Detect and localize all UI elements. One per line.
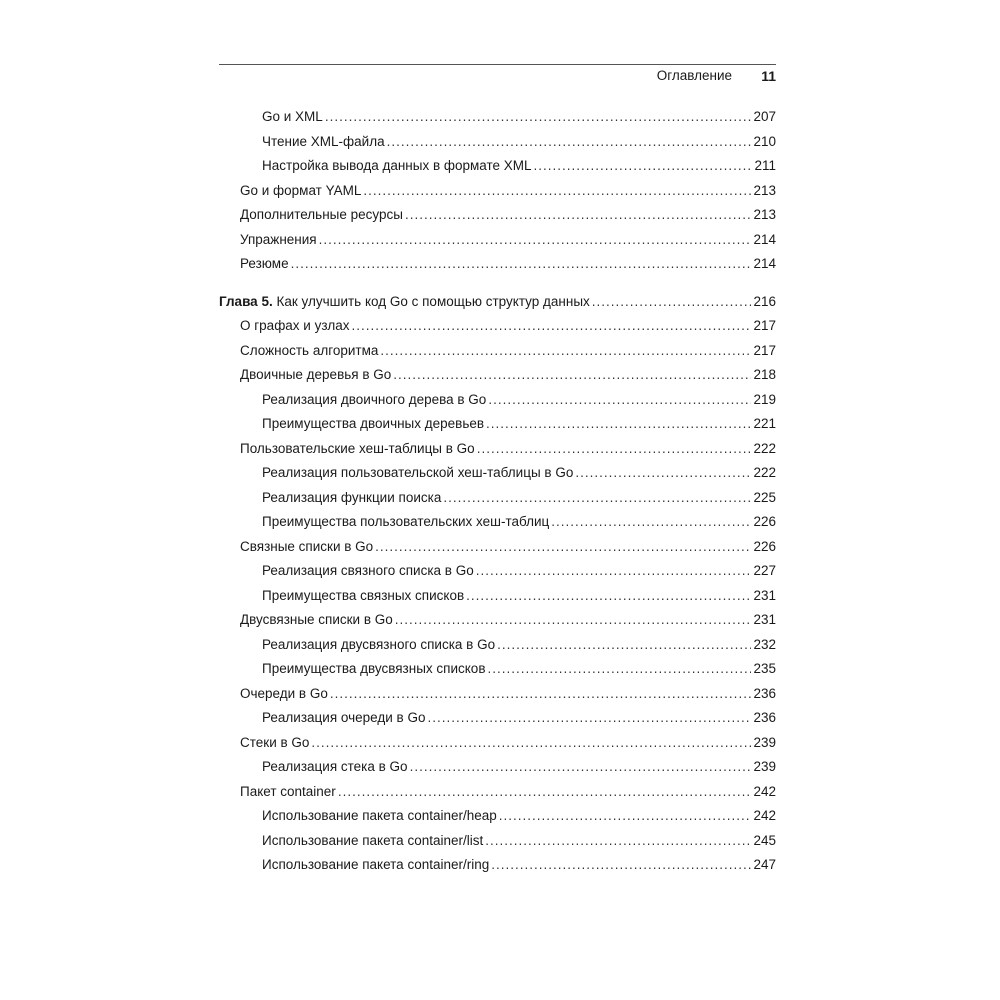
toc-page-number: 239 bbox=[753, 734, 776, 750]
toc-entry bbox=[219, 563, 776, 588]
chapter-prefix: Глава 5. bbox=[219, 293, 273, 309]
toc-entry-title bbox=[262, 490, 441, 505]
toc-page-number: 214 bbox=[753, 256, 776, 271]
toc-entry-title bbox=[262, 808, 497, 823]
toc-page-number: 207 bbox=[753, 109, 776, 124]
dot-leader bbox=[311, 735, 751, 750]
toc-page-number: 231 bbox=[753, 587, 776, 603]
toc-page-number: 222 bbox=[753, 440, 776, 456]
toc-entry-title bbox=[219, 294, 590, 309]
page-number: 11 bbox=[761, 68, 776, 84]
dot-leader bbox=[338, 784, 752, 799]
toc-page-number: 247 bbox=[753, 857, 776, 872]
toc-entry bbox=[219, 857, 776, 882]
dot-leader bbox=[387, 134, 752, 149]
dot-leader bbox=[491, 857, 751, 872]
toc-entry bbox=[219, 514, 776, 539]
toc-entry-text: Использование пакета container/heap bbox=[262, 808, 497, 823]
toc-entry-title bbox=[262, 588, 464, 603]
toc-entry-title bbox=[262, 109, 323, 124]
toc-page-number: 211 bbox=[754, 158, 776, 173]
toc-entry-title bbox=[262, 710, 425, 725]
toc-entry-title bbox=[240, 784, 336, 799]
dot-leader bbox=[499, 808, 752, 823]
toc-page-number: 217 bbox=[753, 318, 776, 333]
toc-page-number: 218 bbox=[753, 367, 776, 382]
toc-entry bbox=[219, 318, 776, 343]
toc-entry-title bbox=[262, 465, 573, 480]
toc-entry-text: Двусвязные списки в Go bbox=[240, 612, 393, 627]
dot-leader bbox=[410, 759, 752, 774]
toc-entry-title bbox=[262, 637, 495, 652]
toc-entry-text: Связные списки в Go bbox=[240, 538, 374, 554]
toc-entry bbox=[219, 784, 776, 809]
dot-leader bbox=[363, 183, 751, 198]
toc-entry-text: Очереди в Go bbox=[240, 685, 328, 701]
toc-entry-text: Реализация двусвязного списка в Go bbox=[262, 636, 496, 652]
toc-entry-text: Упражнения bbox=[240, 231, 317, 247]
toc-entry bbox=[219, 207, 776, 232]
toc-entry-title bbox=[262, 134, 385, 149]
toc-entry-title bbox=[262, 661, 486, 676]
toc-entry bbox=[219, 735, 776, 760]
dot-leader bbox=[380, 343, 751, 358]
dot-leader bbox=[325, 109, 752, 124]
toc-entry bbox=[219, 490, 776, 515]
toc-entry-text: Go и XML bbox=[262, 109, 323, 124]
toc-entry-text: Настройка вывода данных в формате XML bbox=[262, 158, 532, 173]
dot-leader bbox=[319, 232, 752, 247]
toc-entry bbox=[219, 637, 776, 662]
table-of-contents bbox=[219, 109, 776, 882]
toc-entry bbox=[219, 441, 776, 466]
toc-entry bbox=[219, 661, 776, 686]
toc-page-number: 225 bbox=[753, 489, 776, 505]
toc-entry-text: Преимущества связных списков bbox=[262, 587, 465, 603]
toc-entry-text: Двоичные деревья в Go bbox=[240, 367, 392, 382]
toc-page-number: 221 bbox=[753, 416, 776, 431]
toc-entry-title bbox=[262, 857, 489, 872]
dot-leader bbox=[393, 367, 751, 382]
dot-leader bbox=[375, 539, 751, 554]
header-rule bbox=[219, 64, 776, 65]
dot-leader bbox=[427, 710, 751, 725]
toc-page-number: 232 bbox=[753, 636, 776, 652]
toc-entry bbox=[219, 612, 776, 637]
toc-entry-title bbox=[240, 612, 393, 627]
toc-entry bbox=[219, 109, 776, 134]
dot-leader bbox=[497, 637, 751, 652]
toc-entry bbox=[219, 158, 776, 183]
toc-entry-text: Реализация функции поиска bbox=[262, 489, 442, 505]
dot-leader bbox=[395, 612, 752, 627]
toc-entry bbox=[219, 367, 776, 392]
toc-entry-text: Стеки в Go bbox=[240, 734, 310, 750]
toc-entry-text: Пакет container bbox=[240, 783, 336, 799]
toc-entry bbox=[219, 588, 776, 613]
toc-page-number: 231 bbox=[753, 612, 776, 627]
dot-leader bbox=[477, 441, 752, 456]
toc-page-number: 242 bbox=[753, 808, 776, 823]
toc-entry-title bbox=[240, 207, 403, 222]
toc-entry-text: Пользовательские хеш-таблицы в Go bbox=[240, 440, 475, 456]
toc-entry-text: Реализация пользовательской хеш-таблицы в Go bbox=[262, 465, 574, 480]
toc-page-number: 239 bbox=[753, 759, 776, 774]
toc-entry bbox=[219, 183, 776, 208]
toc-page-number: 227 bbox=[753, 563, 776, 578]
dot-leader bbox=[592, 294, 752, 309]
toc-page-number: 235 bbox=[753, 661, 776, 676]
running-header-title: Оглавление bbox=[656, 68, 732, 83]
toc-page-number: 236 bbox=[753, 710, 776, 725]
dot-leader bbox=[485, 833, 751, 848]
toc-entry bbox=[219, 392, 776, 417]
toc-entry-text: Сложность алгоритма bbox=[240, 342, 379, 358]
toc-entry-text: О графах и узлах bbox=[240, 318, 350, 333]
toc-entry-text: Реализация очереди в Go bbox=[262, 710, 426, 725]
toc-entry-text: Преимущества двоичных деревьев bbox=[262, 416, 485, 431]
toc-entry bbox=[219, 686, 776, 711]
toc-entry-title bbox=[240, 232, 317, 247]
toc-entry-text: Реализация стека в Go bbox=[262, 759, 408, 774]
toc-page-number: 213 bbox=[753, 207, 776, 222]
toc-entry-text: Как улучшить код Go с помощью структур данных bbox=[276, 293, 590, 309]
toc-page-number: 245 bbox=[753, 832, 776, 848]
toc-entry-text: Преимущества двусвязных списков bbox=[262, 661, 486, 676]
toc-page-number: 219 bbox=[753, 391, 776, 407]
toc-chapter-entry bbox=[219, 294, 776, 319]
toc-page-number: 217 bbox=[753, 342, 776, 358]
dot-leader bbox=[476, 563, 752, 578]
dot-leader bbox=[405, 207, 752, 222]
toc-entry bbox=[219, 759, 776, 784]
toc-entry bbox=[219, 416, 776, 441]
toc-page-number: 226 bbox=[753, 514, 776, 529]
dot-leader bbox=[488, 392, 751, 407]
toc-page-number: 236 bbox=[753, 685, 776, 701]
toc-page-number: 214 bbox=[753, 231, 776, 247]
dot-leader bbox=[486, 416, 751, 431]
running-header bbox=[219, 66, 776, 86]
dot-leader bbox=[534, 158, 753, 173]
toc-entry-title bbox=[240, 318, 350, 333]
dot-leader bbox=[352, 318, 752, 333]
dot-leader bbox=[466, 588, 751, 603]
toc-entry-text: Go и формат YAML bbox=[240, 182, 362, 198]
toc-page-number: 222 bbox=[753, 465, 776, 480]
toc-page-number: 226 bbox=[753, 538, 776, 554]
toc-entry-text: Реализация связного списка в Go bbox=[262, 563, 474, 578]
dot-leader bbox=[291, 256, 752, 271]
toc-entry bbox=[219, 134, 776, 159]
dot-leader bbox=[443, 490, 751, 505]
dot-leader bbox=[575, 465, 751, 480]
dot-leader bbox=[488, 661, 752, 676]
toc-entry-title bbox=[240, 256, 289, 271]
toc-entry bbox=[219, 343, 776, 368]
toc-entry-text: Реализация двоичного дерева в Go bbox=[262, 391, 487, 407]
toc-entry-title bbox=[262, 392, 486, 407]
toc-page-number: 242 bbox=[753, 783, 776, 799]
toc-entry-text: Использование пакета container/ring bbox=[262, 857, 490, 872]
toc-entry-text: Использование пакета container/list bbox=[262, 832, 484, 848]
toc-entry-title bbox=[240, 686, 328, 701]
toc-entry bbox=[219, 833, 776, 858]
toc-entry bbox=[219, 710, 776, 735]
toc-entry-title bbox=[240, 183, 361, 198]
toc-entry-text: Преимущества пользовательских хеш-таблиц bbox=[262, 514, 550, 529]
toc-entry-title bbox=[240, 735, 309, 750]
dot-leader bbox=[330, 686, 752, 701]
dot-leader bbox=[551, 514, 751, 529]
toc-entry-title bbox=[240, 441, 475, 456]
toc-entry-text: Дополнительные ресурсы bbox=[240, 207, 403, 222]
toc-page-number: 213 bbox=[753, 182, 776, 198]
toc-page-number: 210 bbox=[753, 133, 776, 149]
toc-entry bbox=[219, 232, 776, 257]
toc-entry bbox=[219, 808, 776, 833]
toc-page-number: 216 bbox=[753, 293, 776, 309]
toc-entry-title bbox=[240, 539, 373, 554]
toc-entry-text: Чтение XML-файла bbox=[262, 133, 385, 149]
toc-entry-title bbox=[262, 158, 532, 173]
toc-entry bbox=[219, 465, 776, 490]
toc-entry-title bbox=[262, 833, 483, 848]
toc-entry-title bbox=[240, 343, 378, 358]
toc-entry-title bbox=[262, 416, 484, 431]
toc-entry-title bbox=[262, 563, 474, 578]
toc-entry-title bbox=[240, 367, 391, 382]
toc-entry bbox=[219, 539, 776, 564]
toc-entry-title bbox=[262, 759, 408, 774]
toc-entry-title bbox=[262, 514, 549, 529]
toc-entry bbox=[219, 256, 776, 281]
toc-entry-text: Резюме bbox=[240, 256, 289, 271]
